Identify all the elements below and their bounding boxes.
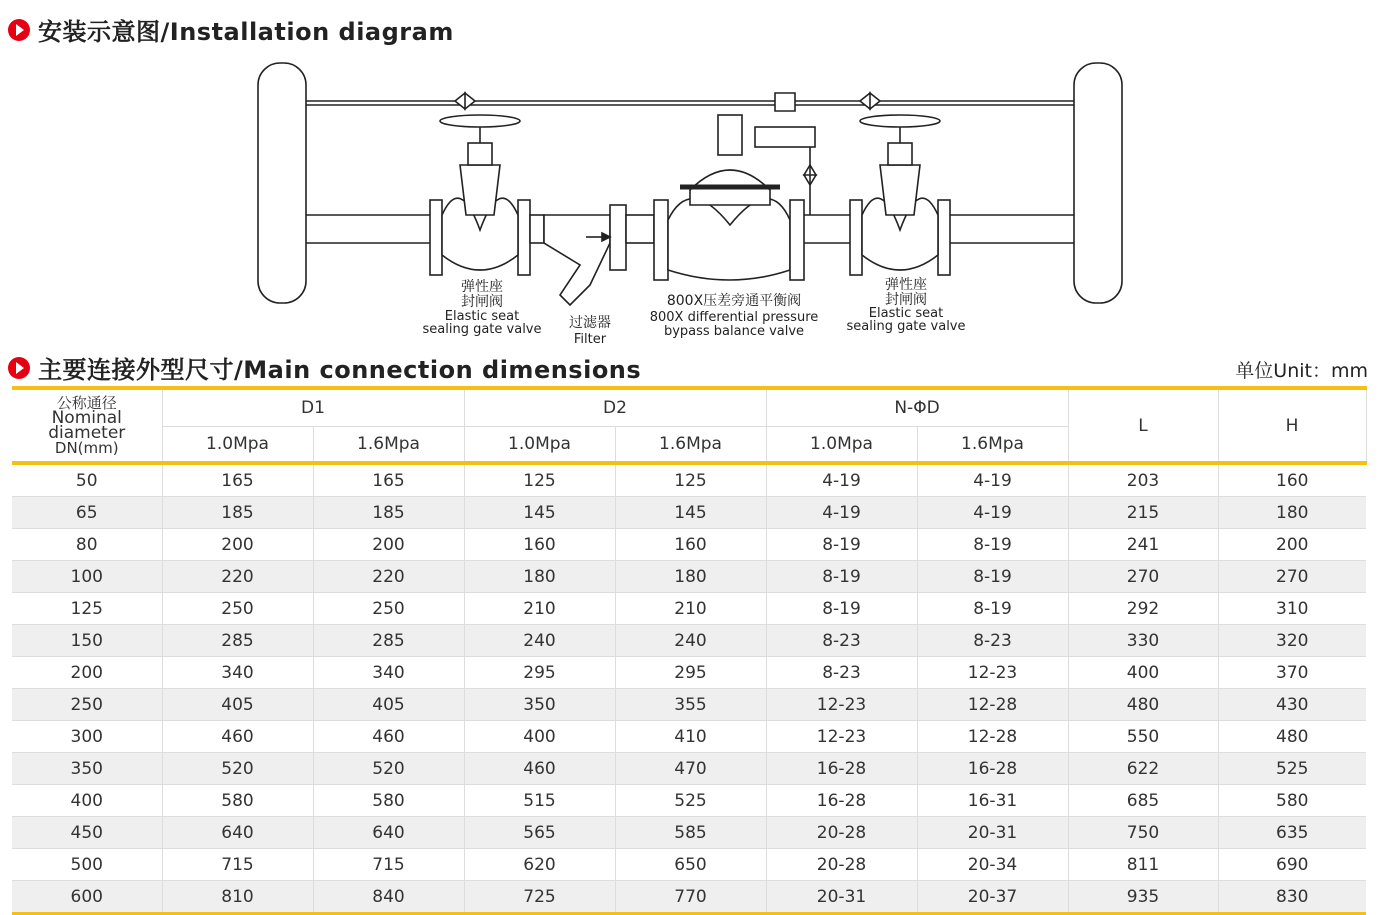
table-cell: 580	[1218, 785, 1366, 817]
table-cell: 295	[464, 657, 615, 689]
section-title: 主要连接外型尺寸/Main connection dimensions	[38, 356, 642, 384]
table-cell: 640	[313, 817, 464, 849]
table-cell: 250	[313, 593, 464, 625]
header-nphi-p16: 1.6Mpa	[917, 427, 1068, 464]
table-cell: 250	[12, 689, 162, 721]
table-cell: 650	[615, 849, 766, 881]
table-cell: 215	[1068, 497, 1218, 529]
left-gate-valve	[430, 93, 530, 275]
table-cell: 125	[12, 593, 162, 625]
table-cell: 715	[162, 849, 313, 881]
header-dn-en: Nominal diameter	[48, 407, 126, 443]
table-cell: 580	[313, 785, 464, 817]
table-cell: 4-19	[766, 497, 917, 529]
table-cell: 8-23	[766, 657, 917, 689]
table-cell: 20-31	[917, 817, 1068, 849]
table-cell: 200	[1218, 529, 1366, 561]
table-cell: 200	[313, 529, 464, 561]
play-arrow-icon	[8, 357, 30, 379]
header-d2-p16: 1.6Mpa	[615, 427, 766, 464]
table-cell: 12-23	[766, 721, 917, 753]
gate-valve-right-label-cn2: 封闸阀	[885, 292, 927, 308]
table-row	[12, 753, 1366, 785]
table-cell: 250	[162, 593, 313, 625]
table-cell: 180	[464, 561, 615, 593]
main-balance-valve	[626, 93, 816, 280]
table-cell: 20-28	[766, 849, 917, 881]
section-title: 安装示意图/Installation diagram	[38, 18, 454, 46]
table-cell: 12-28	[917, 721, 1068, 753]
dimensions-heading	[8, 350, 641, 385]
right-gate-valve	[850, 93, 950, 275]
header-dn-unit: DN(mm)	[54, 438, 119, 457]
table-cell: 220	[313, 561, 464, 593]
table-cell: 470	[615, 753, 766, 785]
table-cell: 185	[162, 497, 313, 529]
table-cell: 400	[12, 785, 162, 817]
table-row	[12, 689, 1366, 721]
table-cell: 350	[12, 753, 162, 785]
table-row	[12, 817, 1366, 849]
table-cell: 12-23	[766, 689, 917, 721]
table-cell: 8-19	[917, 561, 1068, 593]
table-cell: 320	[1218, 625, 1366, 657]
table-cell: 241	[1068, 529, 1218, 561]
table-row	[12, 785, 1366, 817]
table-cell: 12-23	[917, 657, 1068, 689]
table-cell: 585	[615, 817, 766, 849]
table-cell: 270	[1218, 561, 1366, 593]
header-d1-p16: 1.6Mpa	[313, 427, 464, 464]
table-cell: 8-23	[766, 625, 917, 657]
table-cell: 220	[162, 561, 313, 593]
table-cell: 340	[313, 657, 464, 689]
table-row	[12, 497, 1366, 529]
table-cell: 840	[313, 881, 464, 914]
table-cell: 830	[1218, 881, 1366, 914]
table-cell: 310	[1218, 593, 1366, 625]
header-h: H	[1218, 388, 1366, 463]
table-cell: 405	[313, 689, 464, 721]
table-cell: 20-34	[917, 849, 1068, 881]
filter	[530, 205, 626, 305]
table-cell: 550	[1068, 721, 1218, 753]
table-cell: 935	[1068, 881, 1218, 914]
table-cell: 4-19	[917, 497, 1068, 529]
table-cell: 750	[1068, 817, 1218, 849]
table-cell: 145	[615, 497, 766, 529]
table-cell: 160	[615, 529, 766, 561]
table-row	[12, 657, 1366, 689]
table-cell: 480	[1218, 721, 1366, 753]
table-cell: 65	[12, 497, 162, 529]
header-d2: D2	[464, 388, 766, 427]
table-cell: 125	[464, 463, 615, 497]
dimensions-table-wrapper	[12, 386, 1366, 915]
table-cell: 200	[162, 529, 313, 561]
table-cell: 185	[313, 497, 464, 529]
table-cell: 810	[162, 881, 313, 914]
table-cell: 285	[313, 625, 464, 657]
table-cell: 520	[162, 753, 313, 785]
table-cell: 8-19	[766, 561, 917, 593]
table-cell: 4-19	[917, 463, 1068, 497]
table-cell: 270	[1068, 561, 1218, 593]
filter-label-en: Filter	[573, 332, 607, 345]
table-cell: 8-19	[917, 593, 1068, 625]
table-cell: 165	[313, 463, 464, 497]
table-cell: 150	[12, 625, 162, 657]
table-cell: 450	[12, 817, 162, 849]
table-cell: 410	[615, 721, 766, 753]
main-valve-label-cn: 800X压差旁通平衡阀	[666, 293, 802, 309]
installation-diagram-heading	[8, 12, 454, 47]
header-dn	[12, 388, 162, 463]
dimensions-table	[12, 386, 1367, 915]
table-cell: 355	[615, 689, 766, 721]
table-cell: 600	[12, 881, 162, 914]
table-cell: 240	[615, 625, 766, 657]
table-cell: 145	[464, 497, 615, 529]
table-cell: 405	[162, 689, 313, 721]
table-cell: 520	[313, 753, 464, 785]
table-cell: 200	[12, 657, 162, 689]
table-cell: 20-37	[917, 881, 1068, 914]
header-nphi: N-ΦD	[766, 388, 1068, 427]
table-cell: 400	[464, 721, 615, 753]
table-cell: 203	[1068, 463, 1218, 497]
header-l: L	[1068, 388, 1218, 463]
table-cell: 8-19	[766, 593, 917, 625]
header-d1-p10: 1.0Mpa	[162, 427, 313, 464]
header-dn-cn: 公称通径	[56, 393, 117, 412]
table-cell: 210	[615, 593, 766, 625]
table-cell: 725	[464, 881, 615, 914]
table-cell: 340	[162, 657, 313, 689]
table-cell: 460	[313, 721, 464, 753]
header-d1: D1	[162, 388, 464, 427]
gate-valve-right-label-en1: Elastic seat	[868, 306, 944, 321]
table-cell: 715	[313, 849, 464, 881]
gate-valve-right-label-cn: 弹性座	[885, 277, 927, 293]
table-cell: 515	[464, 785, 615, 817]
table-cell: 370	[1218, 657, 1366, 689]
unit-label: 单位Unit：mm	[1235, 360, 1368, 382]
table-cell: 770	[615, 881, 766, 914]
table-cell: 620	[464, 849, 615, 881]
table-row	[12, 625, 1366, 657]
table-cell: 8-19	[917, 529, 1068, 561]
table-row	[12, 561, 1366, 593]
right-tank	[1074, 63, 1122, 303]
table-cell: 400	[1068, 657, 1218, 689]
table-cell: 811	[1068, 849, 1218, 881]
table-cell: 8-19	[766, 529, 917, 561]
main-valve-label-en1: 800X differential pressure	[649, 310, 819, 325]
installation-diagram	[250, 55, 1130, 345]
table-cell: 210	[464, 593, 615, 625]
table-cell: 125	[615, 463, 766, 497]
table-cell: 240	[464, 625, 615, 657]
table-cell: 580	[162, 785, 313, 817]
table-cell: 16-28	[766, 753, 917, 785]
table-row	[12, 881, 1366, 914]
table-cell: 430	[1218, 689, 1366, 721]
table-row	[12, 529, 1366, 561]
gate-valve-right-label-en2: sealing gate valve	[846, 319, 966, 334]
table-cell: 80	[12, 529, 162, 561]
table-cell: 460	[464, 753, 615, 785]
table-cell: 460	[162, 721, 313, 753]
table-cell: 160	[1218, 463, 1366, 497]
table-cell: 16-28	[917, 753, 1068, 785]
table-row	[12, 721, 1366, 753]
table-cell: 330	[1068, 625, 1218, 657]
table-cell: 4-19	[766, 463, 917, 497]
table-cell: 300	[12, 721, 162, 753]
table-cell: 50	[12, 463, 162, 497]
table-cell: 180	[1218, 497, 1366, 529]
table-cell: 685	[1068, 785, 1218, 817]
main-valve-label-en2: bypass balance valve	[663, 324, 805, 339]
table-body	[12, 463, 1366, 914]
table-cell: 565	[464, 817, 615, 849]
table-cell: 525	[615, 785, 766, 817]
filter-label-cn: 过滤器	[569, 315, 611, 331]
table-cell: 16-28	[766, 785, 917, 817]
table-cell: 8-23	[917, 625, 1068, 657]
table-cell: 292	[1068, 593, 1218, 625]
table-cell: 20-28	[766, 817, 917, 849]
table-cell: 20-31	[766, 881, 917, 914]
gate-valve-label-en2: sealing gate valve	[422, 322, 542, 337]
table-cell: 180	[615, 561, 766, 593]
header-nphi-p10: 1.0Mpa	[766, 427, 917, 464]
play-arrow-icon	[8, 19, 30, 41]
gate-valve-label-cn2: 封闸阀	[461, 294, 503, 310]
table-row	[12, 849, 1366, 881]
header-d2-p10: 1.0Mpa	[464, 427, 615, 464]
gate-valve-label-cn: 弹性座	[461, 279, 503, 295]
gate-valve-label-en1: Elastic seat	[444, 309, 520, 324]
table-cell: 165	[162, 463, 313, 497]
table-cell: 350	[464, 689, 615, 721]
table-cell: 295	[615, 657, 766, 689]
table-cell: 16-31	[917, 785, 1068, 817]
table-cell: 100	[12, 561, 162, 593]
table-cell: 525	[1218, 753, 1366, 785]
table-row	[12, 593, 1366, 625]
table-cell: 635	[1218, 817, 1366, 849]
table-cell: 640	[162, 817, 313, 849]
table-row	[12, 463, 1366, 497]
table-cell: 500	[12, 849, 162, 881]
left-tank	[258, 63, 306, 303]
table-cell: 690	[1218, 849, 1366, 881]
table-cell: 480	[1068, 689, 1218, 721]
table-cell: 160	[464, 529, 615, 561]
table-cell: 285	[162, 625, 313, 657]
table-cell: 12-28	[917, 689, 1068, 721]
table-cell: 622	[1068, 753, 1218, 785]
